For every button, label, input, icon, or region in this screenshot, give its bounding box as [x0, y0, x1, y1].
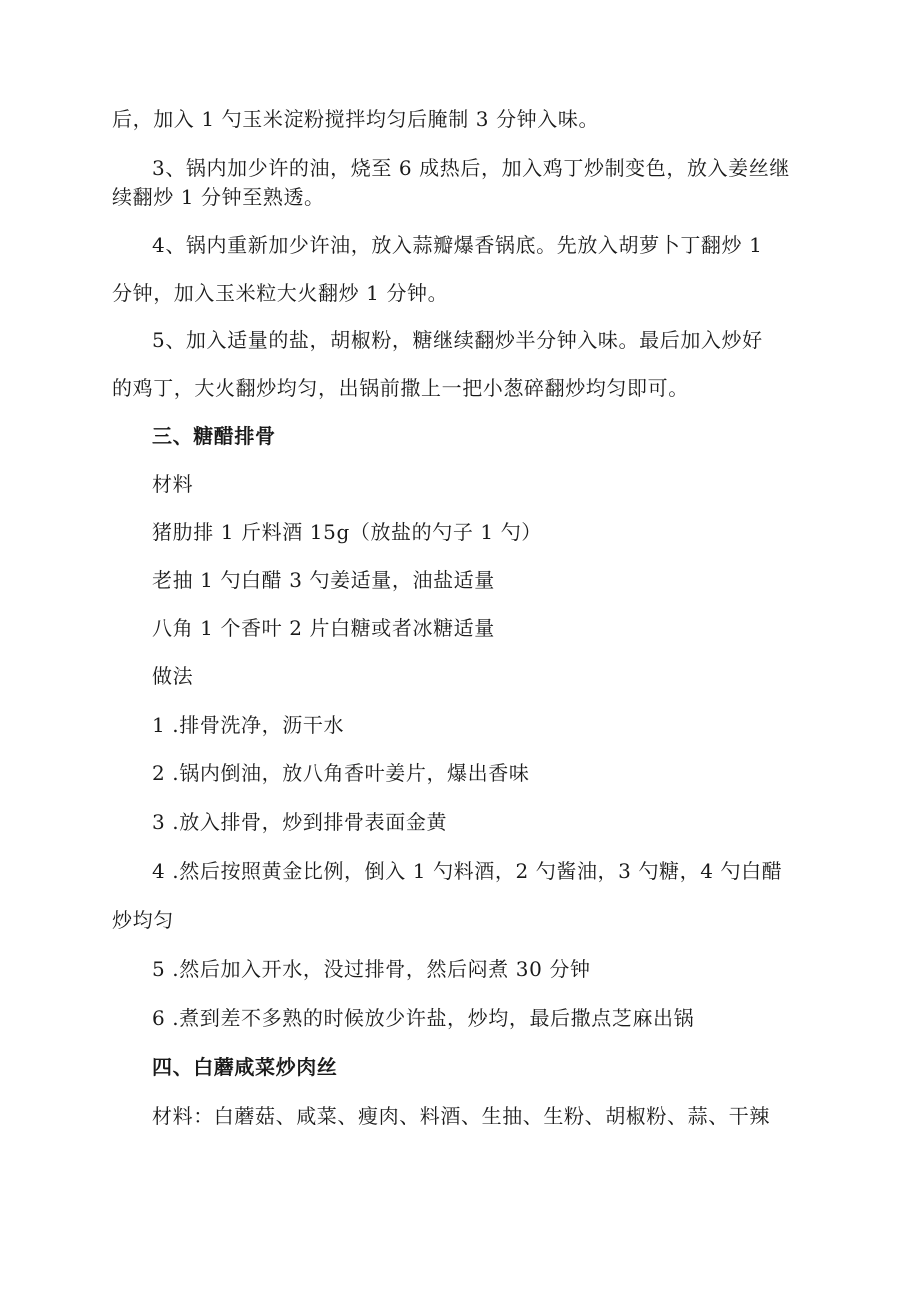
ingredient-line: 材料：白蘑菇、咸菜、瘦肉、料酒、生抽、生粉、胡椒粉、蒜、干辣	[152, 1104, 770, 1128]
paragraph-line: 续翻炒 1 分钟至熟透。	[112, 185, 325, 209]
method-step: 4 .然后按照黄金比例，倒入 1 勺料酒，2 勺酱油，3 勺糖，4 勺白醋	[152, 859, 783, 883]
method-step: 3 .放入排骨，炒到排骨表面金黄	[152, 810, 448, 834]
method-step: 2 .锅内倒油，放八角香叶姜片，爆出香味	[152, 761, 530, 785]
paragraph-line: 分钟，加入玉米粒大火翻炒 1 分钟。	[112, 281, 449, 305]
ingredient-line: 猪肋排 1 斤料酒 15g（放盐的勺子 1 勺）	[152, 520, 542, 544]
step-4-line: 4、锅内重新加少许油，放入蒜瓣爆香锅底。先放入胡萝卜丁翻炒 1	[152, 233, 763, 257]
method-step-continuation: 炒均匀	[112, 908, 174, 932]
step-3-line: 3、锅内加少许的油，烧至 6 成热后，加入鸡丁炒制变色，放入姜丝继	[152, 156, 790, 180]
method-label: 做法	[152, 664, 194, 688]
section-heading-4: 四、白蘑咸菜炒肉丝	[152, 1055, 338, 1079]
method-step: 1 .排骨洗净，沥干水	[152, 713, 345, 737]
ingredient-line: 八角 1 个香叶 2 片白糖或者冰糖适量	[152, 616, 495, 640]
ingredient-line: 老抽 1 勺白醋 3 勺姜适量，油盐适量	[152, 568, 495, 592]
ingredients-label: 材料	[152, 472, 194, 496]
section-heading-3: 三、糖醋排骨	[152, 424, 276, 448]
method-step: 5 .然后加入开水，没过排骨，然后闷煮 30 分钟	[152, 957, 591, 981]
paragraph-line: 后，加入 1 勺玉米淀粉搅拌均匀后腌制 3 分钟入味。	[112, 107, 600, 131]
method-step: 6 .煮到差不多熟的时候放少许盐，炒均，最后撒点芝麻出锅	[152, 1006, 695, 1030]
paragraph-line: 的鸡丁，大火翻炒均匀，出锅前撒上一把小葱碎翻炒均匀即可。	[112, 376, 689, 400]
step-5-line: 5、加入适量的盐，胡椒粉，糖继续翻炒半分钟入味。最后加入炒好	[152, 328, 763, 352]
